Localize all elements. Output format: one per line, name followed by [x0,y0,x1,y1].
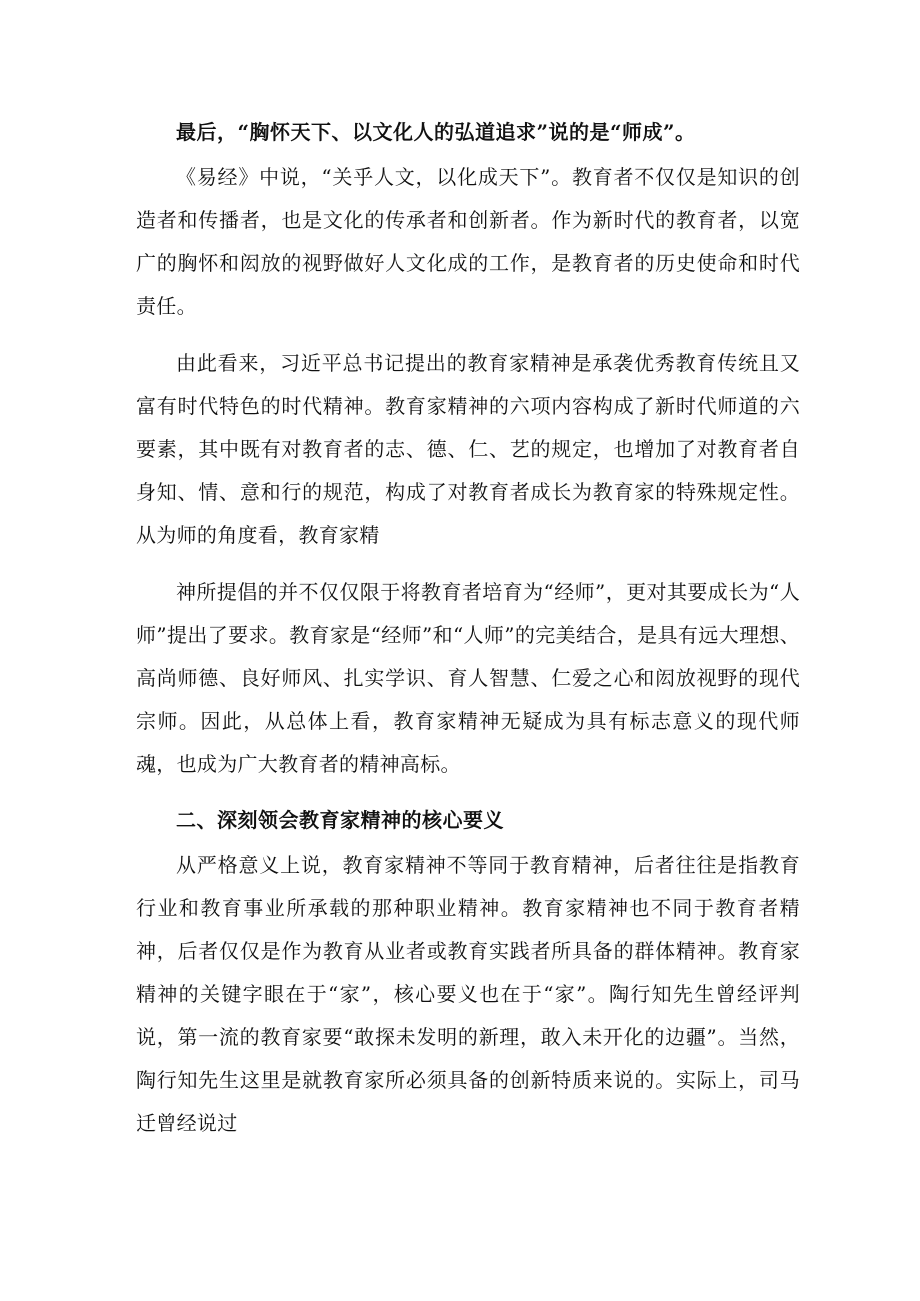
paragraph-yijing: 《易经》中说，“关乎人文，以化成天下”。教育者不仅仅是知识的创造者和传播者，也是文化的传承者和创新者。作为新时代的教育者，以宽广的胸怀和闳放的视野做好人文化成的工作，是教育者的历史使命和时代责任。 [136,165,800,318]
paragraph-core-meaning: 从严格意义上说，教育家精神不等同于教育精神，后者往往是指教育行业和教育事业所承载的那种职业精神。教育家精神也不同于教育者精神，后者仅仅是作为教育从业者或教育实践者所具备的群体精神。教育家精神的关键字眼在于“家”，核心要义也在于“家”。陶行知先生曾经评判说，第一流的教育家要“敢探未发明的新理，敢入未开化的边疆”。当然，陶行知先生这里是就教育家所必须具备的创新特质来说的。实际上，司马迁曾经说过 [136,853,800,1135]
paragraph-educator-spirit: 由此看来，习近平总书记提出的教育家精神是承袭优秀教育传统且又富有时代特色的时代精神。教育家精神的六项内容构成了新时代师道的六要素，其中既有对教育者的志、德、仁、艺的规定，也增加了对教育者自身知、情、意和行的规范，构成了对教育者成长为教育家的特殊规定性。从为师的角度看，教育家精 [136,351,800,547]
paragraph-jingshi-renshi: 神所提倡的并不仅仅限于将教育者培育为“经师”，更对其要成长为“人师”提出了要求。教育家是“经师”和“人师”的完美结合，是具有远大理想、高尚师德、良好师风、扎实学识、育人智慧、仁爱之心和闳放视野的现代宗师。因此，从总体上看，教育家精神无疑成为具有标志意义的现代师魂，也成为广大教育者的精神高标。 [136,580,800,776]
section-heading-shicheng: 最后，“胸怀天下、以文化人的弘道追求”说的是“师成”。 [176,120,696,144]
document-body [136,112,800,1159]
section-heading-core-meaning: 二、深刻领会教育家精神的核心要义 [176,808,504,832]
